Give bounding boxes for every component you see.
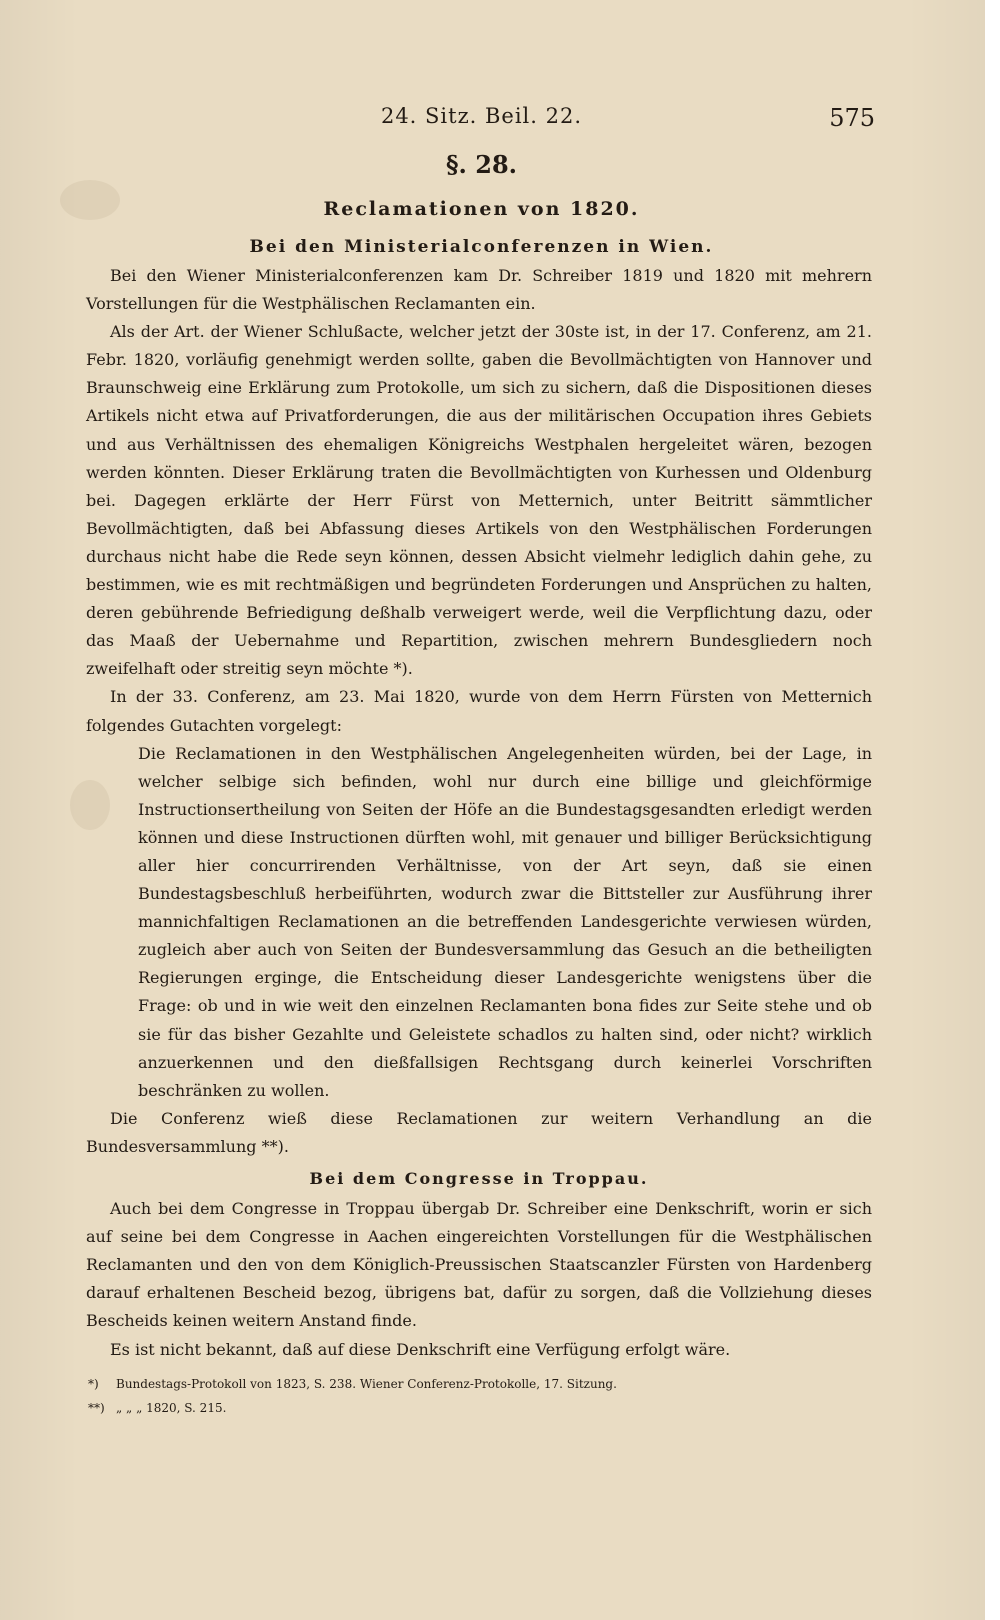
footnote-text: „ „ „ 1820, S. 215. [116, 1401, 227, 1415]
body-text [86, 262, 872, 1364]
section-subtitle: Bei den Ministerialconferenzen in Wien. [249, 237, 714, 257]
footnote-mark: *) [88, 1377, 99, 1391]
paragraph: Die Conferenz wieß diese Reclamationen zur weitern Verhandlung an die Bundesversammlung **). [86, 1108, 872, 1156]
footnotes [88, 1372, 868, 1420]
paragraph: Es ist nicht bekannt, daß auf diese Denkschrift eine Verfügung erfolgt wäre. [110, 1339, 731, 1359]
page-number: 575 [829, 104, 875, 132]
footnote [88, 1372, 868, 1396]
subheading: Bei dem Congresse in Troppau. [309, 1169, 649, 1188]
page-header [88, 104, 875, 138]
running-head: 24. Sitz. Beil. 22. [380, 104, 583, 128]
paragraph: Als der Art. der Wiener Schlußacte, welcher jetzt der 30ste ist, in der 17. Conferenz, am 21. Febr. 1820, vorläufig genehmigt werden sollte, gaben die Bevollmächtigten von Hannover und Braunschweig eine Erklärung zum Protokolle, um sich zu sichern, daß die Dispositionen dieses Artikels nicht etwa auf Privatforderungen, die aus der militärischen Occupation ihres Gebiets und aus Verhältnissen des ehemaligen Königreichs Westphalen hergeleitet wären, bezogen werden könnten. Dieser Erklärung traten die Bevollmächtigten von Kurhessen und Oldenburg bei. Dagegen erklärte der Herr Fürst von Metternich, unter Beitritt sämmtlicher Bevollmächtigten, daß bei Abfassung dieses Artikels von den Westphälischen Forderungen durchaus nicht habe die Rede seyn können, dessen Absicht vielmehr lediglich dahin gehe, zu bestimmen, wie es mit rechtmäßigen und begründeten Forderungen und Ansprüchen zu halten, deren gebührende Befriedigung deßhalb verweigert werde, weil die Verpflichtung dazu, oder das Maaß der Uebernahme und Repartition, zwischen mehrern Bundesgliedern noch zweifelhaft oder streitig seyn möchte *). [86, 322, 872, 679]
section-title: Reclamationen von 1820. [323, 198, 640, 220]
paragraph: In der 33. Conferenz, am 23. Mai 1820, wurde von dem Herrn Fürsten von Metternich folgendes Gutachten vorgelegt: [86, 687, 872, 735]
paragraph: Bei den Wiener Ministerialconferenzen kam Dr. Schreiber 1819 und 1820 mit mehrern Vorstellungen für die Westphälischen Reclamanten ein. [86, 266, 872, 314]
footnote-text: Bundestags-Protokoll von 1823, S. 238. Wiener Conferenz-Protokolle, 17. Sitzung. [116, 1377, 617, 1391]
quoted-opinion: Die Reclamationen in den Westphälischen Angelegenheiten würden, bei der Lage, in welcher selbige sich befinden, wohl nur durch eine billige und gleichförmige Instructionsertheilung von Seiten der Höfe an die Bundestagsgesandten erledigt werden können und diese Instructionen dürften wohl, mit genauer und billiger Berücksichtigung aller hier concurrirenden Verhältnisse, von der Art seyn, daß sie einen Bundestagsbeschluß herbeiführten, wodurch zwar die Bittsteller zur Ausführung ihrer mannichfaltigen Reclamationen an die betreffenden Landesgerichte verwiesen würden, zugleich aber auch von Seiten der Bundesversammlung das Gesuch an die betheiligten Regierungen erginge, die Entscheidung dieser Landesgerichte wenigstens über die Frage: ob und in wie weit den einzelnen Reclamanten bona fides zur Seite stehe und ob sie für das bisher Gezahlte und Geleistete schadlos zu halten sind, oder nicht? wirklich anzuerkennen und den dießfallsigen Rechtsgang durch keinerlei Vorschriften beschränken zu wollen. [138, 743, 872, 1100]
paragraph: Auch bei dem Congresse in Troppau übergab Dr. Schreiber eine Denkschrift, worin er sich auf seine bei dem Congresse in Aachen eingereichten Vorstellungen für die Westphälischen Reclamanten und den von dem Königlich-Preussischen Staatscanzler Fürsten von Hardenberg darauf erhaltenen Bescheid bezog, übrigens bat, dafür zu sorgen, daß die Vollziehung dieses Bescheids keinen weitern Anstand finde. [86, 1199, 872, 1331]
footnote [88, 1396, 868, 1420]
footnote-mark: **) [88, 1401, 105, 1415]
section-number: §. 28. [445, 150, 517, 179]
